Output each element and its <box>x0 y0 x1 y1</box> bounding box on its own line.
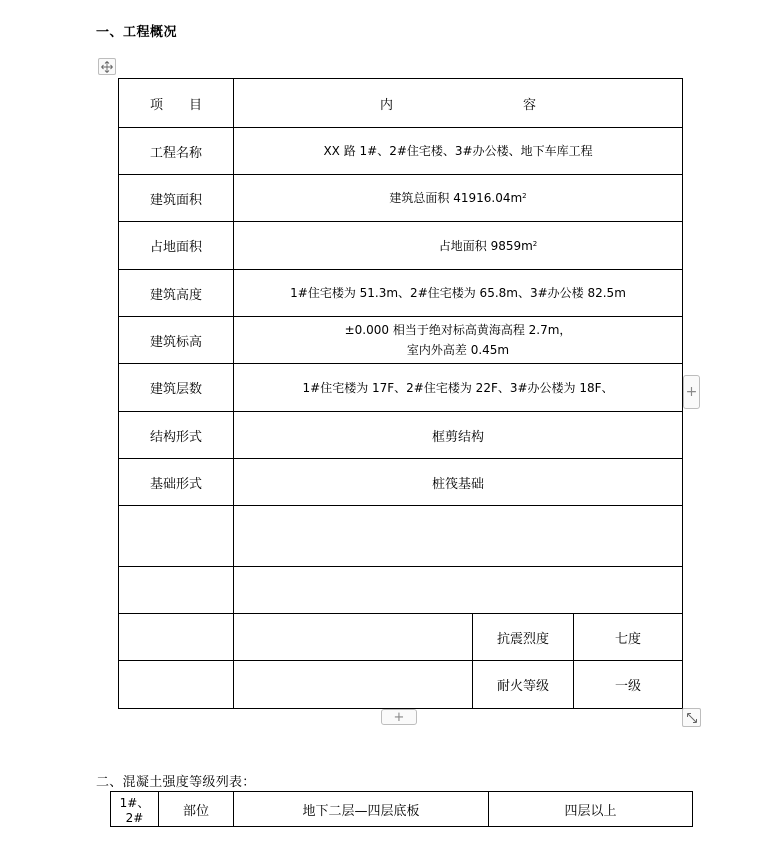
empty-cell[interactable] <box>234 506 683 567</box>
table-row <box>119 222 683 270</box>
table-row-empty <box>119 567 683 614</box>
table-header-row <box>119 79 683 128</box>
location-cell[interactable]: 部位 <box>159 792 234 827</box>
seismic-value[interactable]: 七度 <box>574 614 683 661</box>
superscript: 2 <box>522 192 527 200</box>
section-heading-concrete: 二、混凝土强度等级列表： <box>96 775 256 790</box>
row-value[interactable] <box>234 175 683 222</box>
empty-cell[interactable] <box>119 567 234 614</box>
table-row <box>119 317 683 364</box>
add-column-button[interactable]: + <box>683 375 700 409</box>
empty-cell[interactable] <box>234 661 473 709</box>
row-label[interactable]: 结构形式 <box>119 412 234 459</box>
empty-cell[interactable] <box>119 661 234 709</box>
row-value[interactable]: XX 路 1#、2#住宅楼、3#办公楼、地下车库工程 <box>234 128 683 175</box>
empty-cell[interactable] <box>234 614 473 661</box>
row-value[interactable] <box>234 222 683 270</box>
building-cell[interactable]: 1#、2# <box>111 792 159 827</box>
row-value[interactable]: 桩筏基础 <box>234 459 683 506</box>
move-arrows-icon <box>101 61 113 73</box>
range-cell[interactable]: 地下二层—四层底板 <box>234 792 489 827</box>
table-row <box>119 128 683 175</box>
row-value-text: 占地面积 9859m <box>438 238 533 253</box>
table-row <box>119 459 683 506</box>
row-label[interactable]: 占地面积 <box>119 222 234 270</box>
fire-rating-label[interactable]: 耐火等级 <box>473 661 574 709</box>
row-label[interactable]: 建筑层数 <box>119 364 234 412</box>
seismic-label[interactable]: 抗震烈度 <box>473 614 574 661</box>
table-row <box>119 661 683 709</box>
row-value-text: 建筑总面积 41916.04m <box>389 191 523 205</box>
header-content[interactable]: 内 容 <box>234 79 683 128</box>
table-row-empty <box>119 506 683 567</box>
superscript: 2 <box>532 239 538 248</box>
fire-rating-value[interactable]: 一级 <box>574 661 683 709</box>
row-label[interactable]: 建筑面积 <box>119 175 234 222</box>
concrete-grade-table <box>110 791 693 827</box>
table-row <box>119 614 683 661</box>
empty-cell[interactable] <box>119 614 234 661</box>
row-value[interactable]: 1#住宅楼为 51.3m、2#住宅楼为 65.8m、3#办公楼 82.5m <box>234 270 683 317</box>
table-row <box>119 270 683 317</box>
row-label[interactable]: 工程名称 <box>119 128 234 175</box>
row-value[interactable] <box>234 317 683 364</box>
table-row <box>119 364 683 412</box>
table-row <box>119 175 683 222</box>
resize-arrows-icon <box>686 712 698 724</box>
table-row <box>119 412 683 459</box>
add-row-button[interactable]: + <box>381 709 417 725</box>
row-value[interactable]: 框剪结构 <box>234 412 683 459</box>
range-cell[interactable]: 四层以上 <box>489 792 693 827</box>
row-value-line1: ±0.000 相当于绝对标高黄海高程 2.7m， <box>344 323 572 337</box>
row-value[interactable]: 1#住宅楼为 17F、2#住宅楼为 22F、3#办公楼为 18F、 <box>234 364 683 412</box>
row-label[interactable]: 建筑标高 <box>119 317 234 364</box>
section-heading-overview: 一、工程概况 <box>96 25 178 40</box>
empty-cell[interactable] <box>234 567 683 614</box>
table-row <box>111 792 693 827</box>
project-overview-table <box>118 78 683 709</box>
table-move-icon[interactable] <box>98 58 116 75</box>
row-value-line2: 室内外高差 0.45m <box>406 343 510 357</box>
row-label[interactable]: 基础形式 <box>119 459 234 506</box>
header-item[interactable]: 项 目 <box>119 79 234 128</box>
table-resize-icon[interactable] <box>682 708 701 727</box>
empty-cell[interactable] <box>119 506 234 567</box>
row-label[interactable]: 建筑高度 <box>119 270 234 317</box>
